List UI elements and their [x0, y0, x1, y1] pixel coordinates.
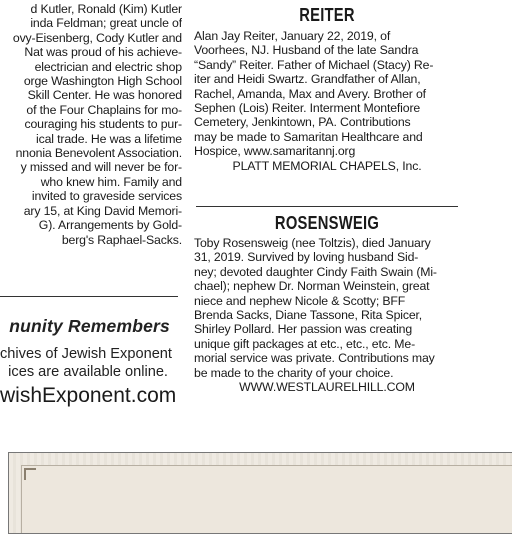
- text-line: who knew him. Family and: [40, 174, 182, 189]
- text-line: Cemetery, Jenkintown, PA. Contributions: [194, 115, 411, 130]
- archive-notice: [0, 345, 172, 381]
- text-line: Rachel, Amanda, Max and Avery. Brother of: [194, 86, 426, 101]
- archive-line: chives of Jewish Exponent: [0, 346, 172, 362]
- text-line: 31, 2019. Survived by loving husband Sid-: [194, 250, 419, 265]
- text-line: y missed and will never be for-: [20, 160, 182, 175]
- text-line: Alan Jay Reiter, January 22, 2019, of: [194, 29, 391, 43]
- text-line: Hospice, www.samaritannj.org: [194, 144, 356, 159]
- funeral-home: PLATT MEMORIAL CHAPELS, Inc.: [232, 158, 422, 173]
- obituary-body: [194, 236, 460, 394]
- text-line: ney; devoted daughter Cindy Faith Swain (Mi-: [194, 264, 437, 279]
- text-line: ary 15, at King David Memori-: [23, 203, 182, 218]
- text-line: electrician and electric shop: [34, 59, 182, 74]
- text-line: orge Washington High School: [23, 74, 182, 89]
- text-line: ovy-Eisenberg, Cody Kutler and: [12, 30, 182, 45]
- text-line: “Sandy” Reiter. Father of Michael (Stacy) Re-: [194, 57, 434, 72]
- left-obituary-text: [0, 2, 182, 247]
- text-line: of the Four Chaplains for mo-: [26, 102, 182, 117]
- text-line: G). Arrangements by Gold-: [38, 218, 182, 233]
- right-divider: [196, 206, 458, 207]
- text-line: be made to the charity of your choice.: [194, 365, 394, 380]
- obituary-reiter: [194, 5, 460, 173]
- text-line: nnonia Benevolent Association.: [15, 146, 182, 161]
- text-line: Toby Rosensweig (nee Toltzis), died January: [194, 236, 431, 250]
- text-line: d Kutler, Ronald (Kim) Kutler: [30, 2, 182, 16]
- text-line: ical trade. He was a lifetime: [35, 131, 182, 146]
- text-line: Shirley Pollard. Her passion was creating: [194, 322, 413, 337]
- left-divider: [0, 296, 178, 297]
- text-line: Sephen (Lois) Reiter. Interment Montefiore: [194, 101, 421, 116]
- photo-inner-frame: [21, 465, 512, 533]
- website-link[interactable]: WWW.WESTLAURELHILL.COM: [239, 380, 415, 395]
- text-line: Voorhees, NJ. Husband of the late Sandra: [194, 43, 419, 58]
- obituary-rosensweig: [194, 213, 460, 394]
- text-line: Nat was proud of his achieve-: [24, 45, 182, 60]
- frame-corner-ornament: [24, 468, 36, 480]
- text-line: berg's Raphael-Sacks.: [61, 232, 182, 247]
- text-line: invited to graveside services: [31, 189, 182, 204]
- obituary-name: ROSENSWEIG: [274, 213, 380, 233]
- obituary-name: REITER: [299, 5, 355, 25]
- photo-frame: [8, 452, 512, 534]
- text-line: iter and Heidi Swartz. Grandfather of Allan,: [194, 72, 421, 87]
- text-line: inda Feldman; great uncle of: [30, 16, 182, 31]
- obituary-body: [194, 29, 460, 173]
- text-line: chael); nephew Dr. Norman Weinstein, great: [194, 279, 430, 294]
- text-line: morial service was private. Contributions may: [194, 351, 435, 366]
- text-line: unique gift packages at etc., etc., etc. Me-: [194, 336, 416, 351]
- text-line: may be made to Samaritan Healthcare and: [194, 129, 423, 144]
- website-link[interactable]: wishExponent.com: [0, 384, 177, 407]
- text-line: Brenda Sacks, Diane Tassone, Rita Spicer,: [194, 308, 423, 323]
- archive-line: ices are available online.: [8, 364, 168, 380]
- text-line: couraging his students to pur-: [24, 117, 182, 132]
- text-line: Skill Center. He was honored: [27, 88, 182, 103]
- text-line: niece and nephew Nicole & Scotty; BFF: [194, 293, 406, 308]
- community-remembers-heading: nunity Remembers: [9, 316, 170, 336]
